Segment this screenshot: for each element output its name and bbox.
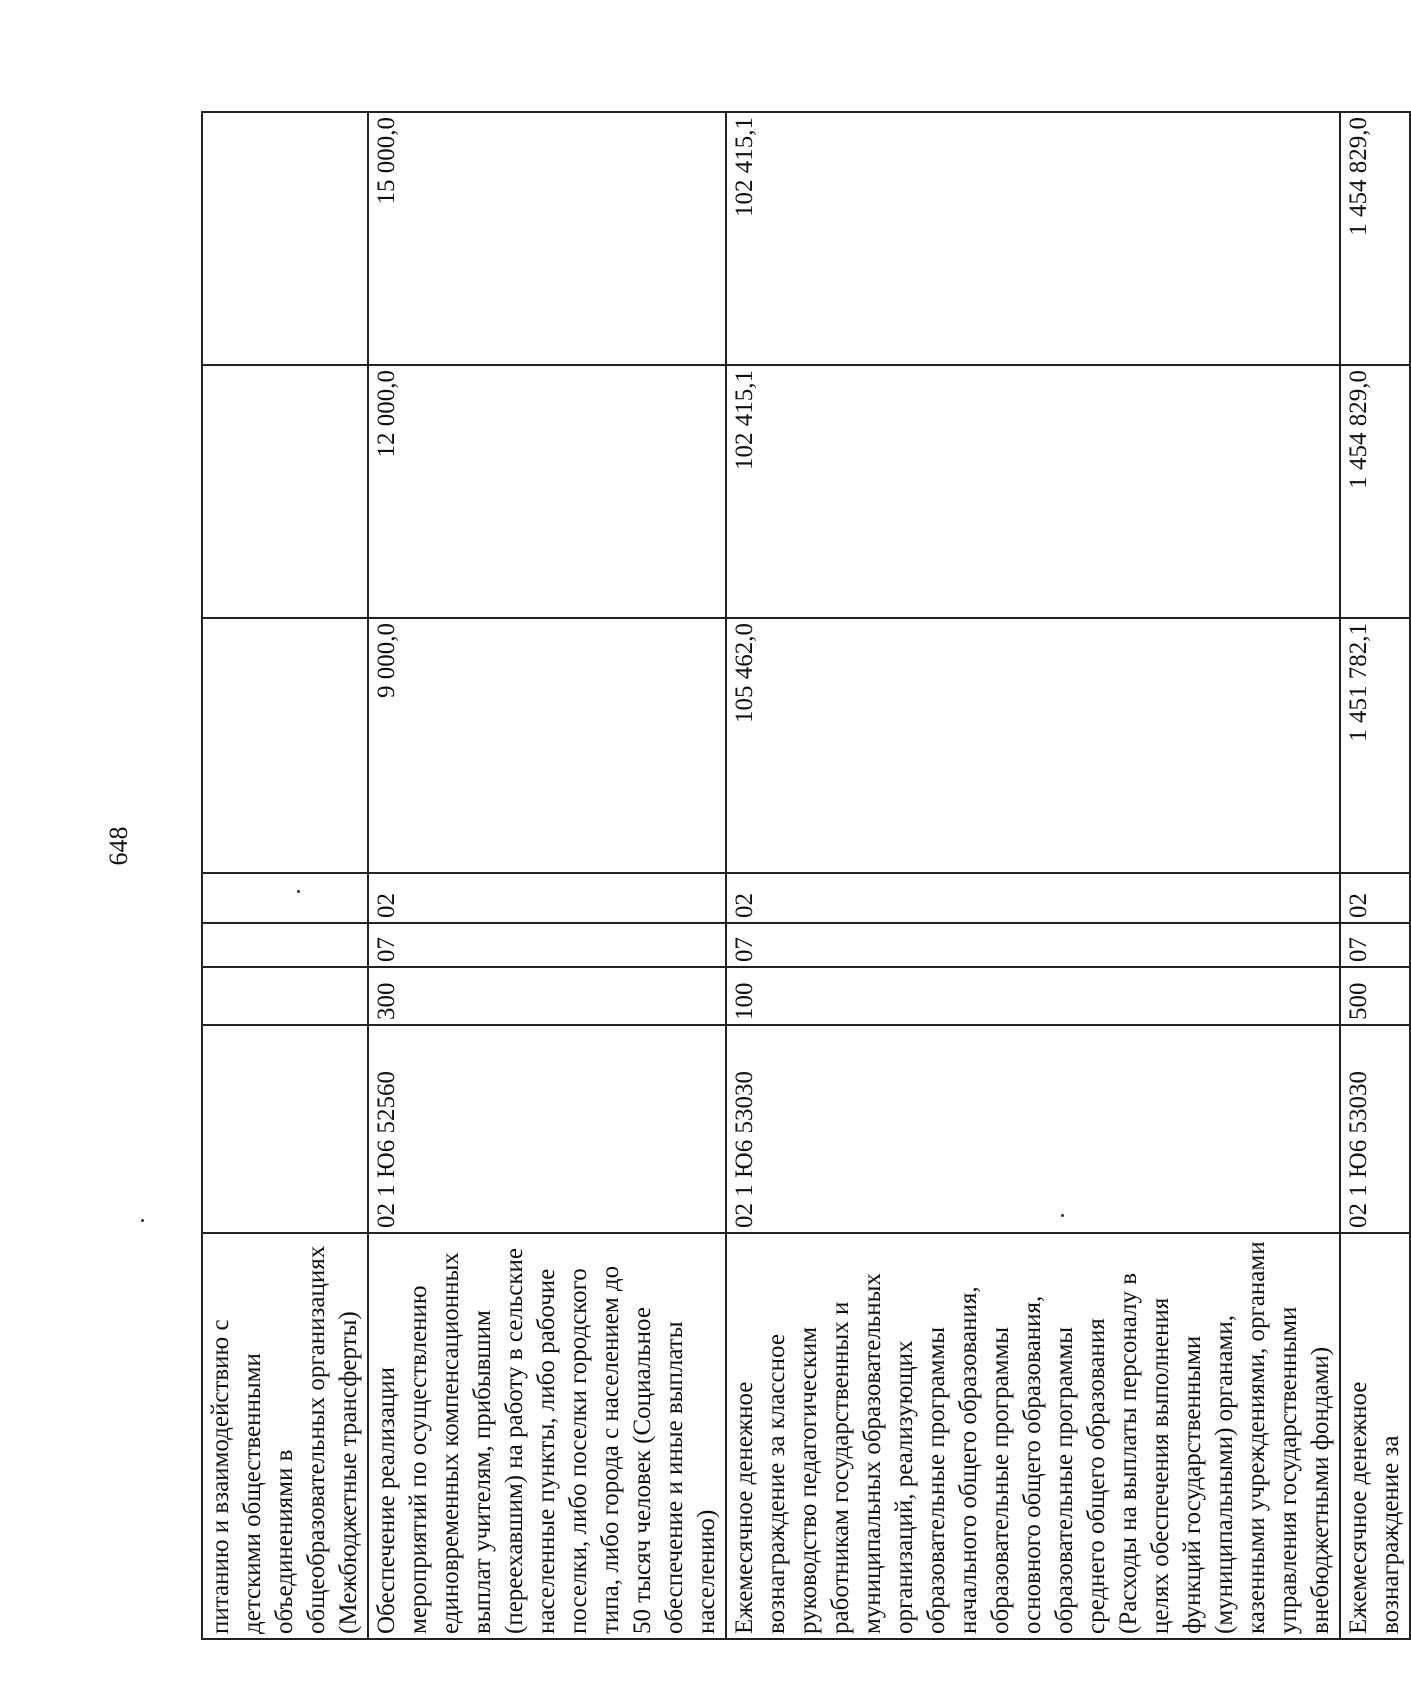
- amount-2026: 15 000,0: [368, 112, 726, 365]
- row-description: Ежемесячное денежное вознаграждение за классное руководство педагогическим работникам государственных и муниципальных образовательных организаций, реализующих образовательные программы начального общего образования, образовательные программы основного общего образования, образовательные программы среднего общего образования (Расходы на выплаты персоналу в целях обеспечения выполнения функций государственными (муниципальными) органами, казенными учреждениями, органами управления государственными внебюджетными фондами): [726, 1233, 1340, 1639]
- target-article-code: 02 1 Ю6 53030: [726, 1025, 1340, 1233]
- amount-2025: 12 000,0: [368, 365, 726, 618]
- amount-2026: 1 454 829,0: [1340, 112, 1410, 365]
- subsection-code: 02: [368, 873, 726, 923]
- section-code: 07: [368, 923, 726, 967]
- subsection-code: [202, 873, 368, 923]
- section-code: 07: [1340, 923, 1410, 967]
- row-description: Обеспечение реализации мероприятий по осуществлению единовременных компенсационных выплат учителям, прибывшим (переехавшим) на работу в сельские населенные пункты, либо рабочие поселки, либо поселки городского типа, либо города с населением до 50 тысяч человек (Социальное обеспечение и иные выплаты населению): [368, 1233, 726, 1639]
- amount-2024: 1 451 782,1: [1340, 618, 1410, 873]
- table-row: [726, 112, 1340, 1639]
- amount-2025: 102 415,1: [726, 365, 1340, 618]
- scan-speck: [297, 890, 300, 893]
- amount-2024: [202, 618, 368, 873]
- target-article-code: 02 1 Ю6 52560: [368, 1025, 726, 1233]
- expense-type-code: [202, 967, 368, 1025]
- amount-2024: 105 462,0: [726, 618, 1340, 873]
- section-code: [202, 923, 368, 967]
- target-article-code: [202, 1025, 368, 1233]
- section-code: 07: [726, 923, 1340, 967]
- subsection-code: 02: [1340, 873, 1410, 923]
- target-article-code: 02 1 Ю6 53030: [1340, 1025, 1410, 1233]
- table-row: [202, 112, 368, 1639]
- page-number: 648: [104, 826, 133, 866]
- amount-2025: 1 454 829,0: [1340, 365, 1410, 618]
- amount-2026: [202, 112, 368, 365]
- amount-2025: [202, 365, 368, 618]
- budget-table: [201, 111, 1411, 1640]
- expense-type-code: 300: [368, 967, 726, 1025]
- rotated-page-content: [201, 113, 1404, 1640]
- amount-2024: 9 000,0: [368, 618, 726, 873]
- row-description: питанию и взаимодействию с детскими общественными объединениями в общеобразовательных организациях (Межбюджетные трансферты): [202, 1233, 368, 1639]
- expense-type-code: 100: [726, 967, 1340, 1025]
- subsection-code: 02: [726, 873, 1340, 923]
- scan-speck: [141, 1219, 144, 1222]
- amount-2026: 102 415,1: [726, 112, 1340, 365]
- table-row: [1340, 112, 1410, 1639]
- row-description: Ежемесячное денежное вознаграждение за: [1340, 1233, 1410, 1639]
- expense-type-code: 500: [1340, 967, 1410, 1025]
- scan-speck: [1061, 1214, 1064, 1217]
- table-row: [368, 112, 726, 1639]
